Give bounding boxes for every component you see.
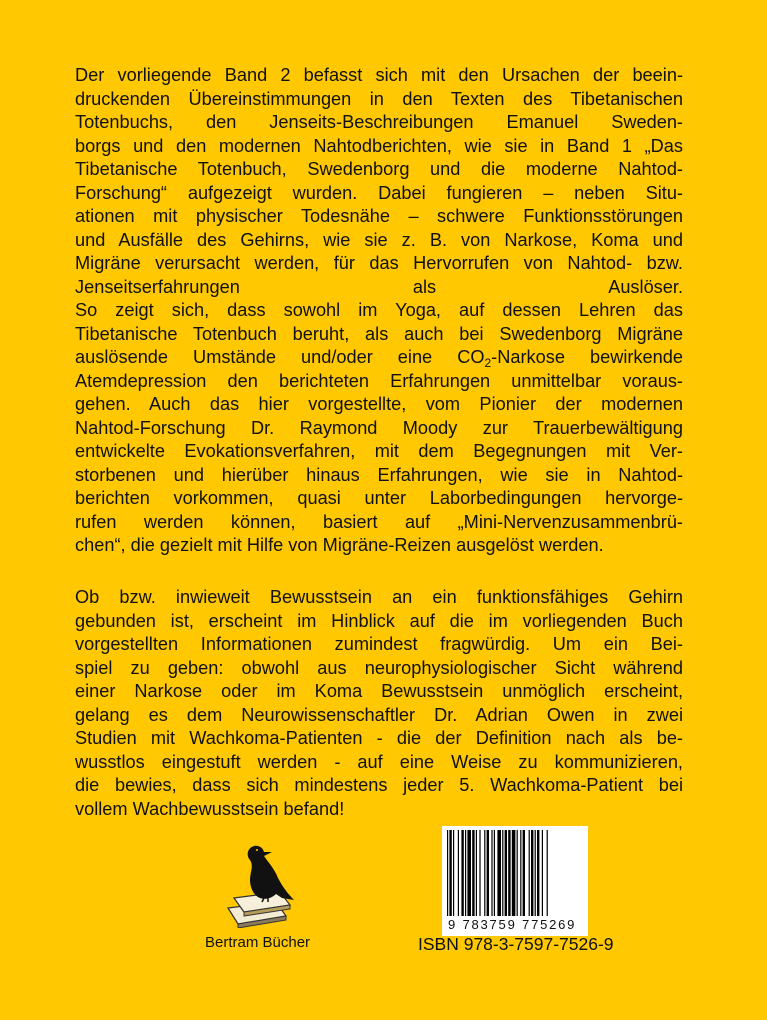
barcode-bars bbox=[447, 830, 583, 916]
text-line: Tibetanische Totenbuch beruht, als auch bei Swedenborg Migräne bbox=[75, 323, 683, 344]
isbn-number: ISBN 978-3-7597-7526-9 bbox=[418, 934, 614, 954]
text-line: berichten vorkommen, quasi unter Laborbedingungen hervorge- bbox=[75, 488, 683, 508]
text-line: borgs und den modernen Nahtodberichten, wie sie in Band 1 „Das bbox=[75, 135, 683, 156]
text-line: storbenen und hierüber hinaus Erfahrungen, wie sie in Nahtod- bbox=[75, 464, 683, 485]
text-line: ationen mit physischer Todesnähe – schwere Funktionsstörungen bbox=[75, 206, 683, 226]
paragraph-nahtod-ursachen bbox=[75, 64, 683, 558]
text-line: die bewies, dass sich mindestens jeder 5. Wachkoma-Patient bei bbox=[75, 775, 683, 795]
subscript: 2 bbox=[484, 356, 492, 370]
text-line: Der vorliegende Band 2 befasst sich mit den Ursachen der beein- bbox=[75, 65, 683, 85]
text-line: Ob bzw. inwieweit Bewusstsein an ein funktionsfähiges Gehirn bbox=[75, 587, 683, 607]
text-line: Studien mit Wachkoma-Patienten - die der Definition nach als be- bbox=[75, 728, 683, 748]
text-line: Forschung“ aufgezeigt wurden. Dabei fungieren – neben Situ- bbox=[75, 182, 683, 203]
text-line: gelang es dem Neurowissenschaftler Dr. Adrian Owen in zwei bbox=[75, 704, 683, 725]
text-segment: auslösende Umstände und/oder eine CO bbox=[75, 347, 485, 367]
text-line: vollem Wachbewusstsein befand! bbox=[75, 798, 345, 819]
text-line: vorgestellten Informationen zumindest fragwürdig. Um ein Bei- bbox=[75, 634, 683, 654]
barcode-digits: 9 783759 775269 bbox=[448, 917, 577, 932]
text-line: gebunden ist, erscheint im Hinblick auf die im vorliegenden Buch bbox=[75, 610, 683, 631]
text-line: Totenbuchs, den Jenseits-Beschreibungen Emanuel Sweden- bbox=[75, 112, 683, 132]
text-line: rufen werden können, basiert auf „Mini-Nervenzusammenbrü- bbox=[75, 511, 683, 532]
paragraph-bewusstsein bbox=[75, 586, 683, 821]
publisher-name: Bertram Bücher bbox=[205, 934, 311, 951]
text-line: Jenseitserfahrungen als Auslöser. bbox=[75, 276, 683, 297]
text-segment: -Narkose bewirkende bbox=[491, 347, 683, 367]
text-line: Tibetanische Totenbuch, Swedenborg und die moderne Nahtod- bbox=[75, 159, 683, 179]
text-line: So zeigt sich, dass sowohl im Yoga, auf dessen Lehren das bbox=[75, 300, 683, 320]
text-line: gehen. Auch das hier vorgestellte, vom Pionier der modernen bbox=[75, 394, 683, 414]
text-line: Atemdepression den berichteten Erfahrungen unmittelbar voraus- bbox=[75, 370, 683, 391]
text-line: Migräne verursacht werden, für das Hervorrufen von Nahtod- bzw. bbox=[75, 253, 683, 273]
text-line: entwickelte Evokationsverfahren, mit dem Begegnungen mit Ver- bbox=[75, 441, 683, 461]
barcode bbox=[442, 826, 588, 936]
text-line: einer Narkose oder im Koma Bewusstsein unmöglich erscheint, bbox=[75, 681, 683, 701]
text-line: und Ausfälle des Gehirns, wie sie z. B. von Narkose, Koma und bbox=[75, 229, 683, 250]
text-line: Nahtod-Forschung Dr. Raymond Moody zur Trauerbewältigung bbox=[75, 417, 683, 438]
raven-on-books-icon bbox=[206, 838, 316, 928]
text-line: druckenden Übereinstimmungen in den Texten des Tibetanischen bbox=[75, 88, 683, 109]
text-line: chen“, die gezielt mit Hilfe von Migräne-Reizen ausgelöst werden. bbox=[75, 535, 604, 555]
text-line: spiel zu geben: obwohl aus neurophysiologischer Sicht während bbox=[75, 657, 683, 678]
text-line bbox=[75, 346, 683, 370]
text-line: wusstlos eingestuft werden - auf eine Weise zu kommunizieren, bbox=[75, 751, 683, 772]
